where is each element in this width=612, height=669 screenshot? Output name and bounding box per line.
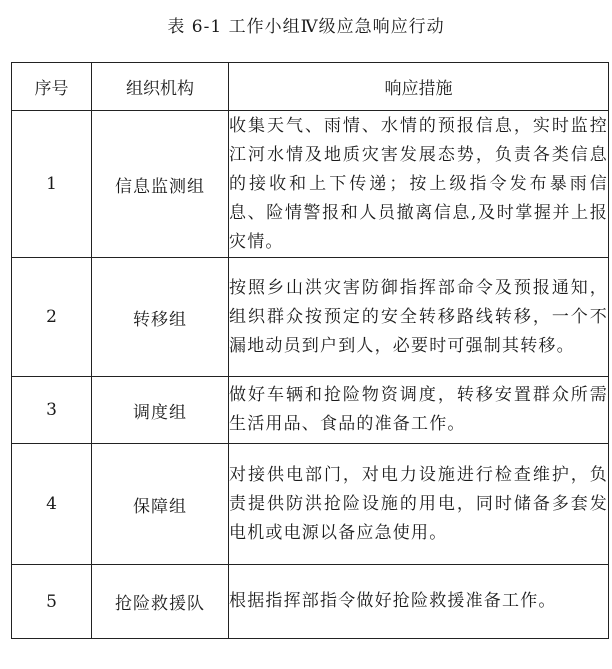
table-row [12, 111, 609, 258]
table-row [12, 258, 609, 377]
row-organization: 调度组 [92, 377, 229, 444]
table-row [12, 377, 609, 444]
table-row [12, 444, 609, 565]
header-response-measures: 响应措施 [229, 63, 609, 111]
row-serial-number: 2 [12, 258, 92, 377]
row-response-measures: 收集天气、雨情、水情的预报信息，实时监控江河水情及地质灾害发展态势，负责各类信息的接收和上下传递；按上级指令发布暴雨信息、险情警报和人员撤离信息,及时掌握并上报灾情。 [229, 111, 609, 258]
row-organization: 抢险救援队 [92, 565, 229, 639]
row-response-measures: 对接供电部门，对电力设施进行检查维护，负责提供防洪抢险设施的用电，同时储备多套发电机或电源以备应急使用。 [229, 444, 609, 565]
row-response-measures: 按照乡山洪灾害防御指挥部命令及预报通知，组织群众按预定的安全转移路线转移，一个不漏地动员到户到人，必要时可强制其转移。 [229, 258, 609, 377]
row-serial-number: 5 [12, 565, 92, 639]
row-response-measures: 做好车辆和抢险物资调度，转移安置群众所需生活用品、食品的准备工作。 [229, 377, 609, 444]
row-organization: 转移组 [92, 258, 229, 377]
header-serial-number: 序号 [12, 63, 92, 111]
row-serial-number: 3 [12, 377, 92, 444]
header-organization: 组织机构 [92, 63, 229, 111]
table-header-row [12, 63, 609, 111]
row-response-measures: 根据指挥部指令做好抢险救援准备工作。 [229, 565, 609, 639]
table-caption: 表 6-1 工作小组Ⅳ级应急响应行动 [167, 17, 445, 37]
response-table [11, 62, 609, 639]
row-organization: 信息监测组 [92, 111, 229, 258]
table-row [12, 565, 609, 639]
row-serial-number: 1 [12, 111, 92, 258]
row-serial-number: 4 [12, 444, 92, 565]
row-organization: 保障组 [92, 444, 229, 565]
